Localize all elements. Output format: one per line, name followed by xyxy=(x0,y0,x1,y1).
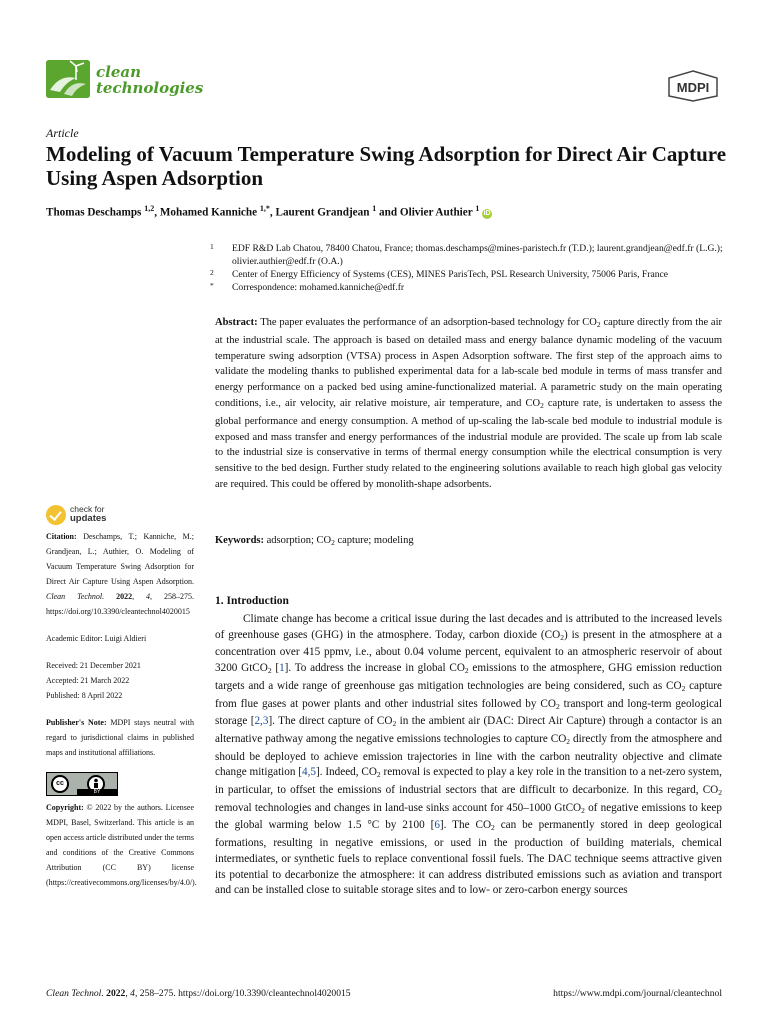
affiliation-mark: * xyxy=(210,281,214,290)
citation-label: Citation: xyxy=(46,532,77,541)
wind-turbine-icon xyxy=(46,60,90,98)
footer-volume: 4 xyxy=(130,988,135,999)
keywords-text: adsorption; CO xyxy=(264,535,332,546)
affiliation-item xyxy=(210,242,730,268)
keywords-text: capture; modeling xyxy=(334,535,414,546)
author-list xyxy=(46,204,726,219)
author-affil-mark: 1,* xyxy=(259,204,270,213)
author-name[interactable]: Olivier Authier xyxy=(399,206,473,219)
journal-logo[interactable] xyxy=(46,60,206,104)
citation-volume: 4 xyxy=(146,592,151,601)
publisher-name: MDPI xyxy=(676,80,710,95)
author-separator: and xyxy=(376,206,400,219)
check-updates-button[interactable] xyxy=(46,503,194,529)
citation-text: Deschamps, T.; Kanniche, M.; Grandjean, L.; Authier, O. Modeling of Vacuum Temperature Swing Adsorption for Direct Air Capture Using Aspen Adsorption. xyxy=(46,532,194,586)
author-affil-mark: 1,2 xyxy=(144,204,155,213)
affiliations xyxy=(210,242,730,294)
affiliation-text: EDF R&D Lab Chatou, 78400 Chatou, France; thomas.deschamps@mines-paristech.fr (T.D.); laurent.grandjean@edf.fr (L.G.); olivier.authier@edf.fr (O.A.) xyxy=(232,243,723,267)
publisher-logo[interactable] xyxy=(667,70,719,102)
reference-link[interactable]: 6 xyxy=(434,819,440,832)
affiliation-text: Center of Energy Efficiency of Systems (CES), MINES ParisTech, PSL Research University, 75006 Paris, France xyxy=(232,269,669,280)
footer-journal: Clean Technol. xyxy=(46,988,104,999)
keywords-label: Keywords: xyxy=(215,535,264,546)
publisher-note xyxy=(46,715,194,760)
author-separator: , xyxy=(154,206,160,219)
sidebar xyxy=(46,503,197,890)
abstract xyxy=(215,315,722,493)
footer-citation: Clean Technol. 2022, 4, 258–275. https://doi.org/10.3390/cleantechnol4020015 xyxy=(46,988,351,999)
abstract-text: The paper evaluates the performance of an adsorption-based technology for CO xyxy=(257,317,597,328)
section-heading: 1. Introduction xyxy=(215,595,289,607)
subscript: 2 xyxy=(540,400,544,410)
introduction-paragraph: Climate change has become a critical issue during the last decades and is attributed to the increased levels of greenhouse gases (GHG) in the atmosphere. Today, carbon dioxide $(CO_2)$ is present in the atmosphere at a concentration over 415 ppmv, i.e., about 0.04 volume percent, equivalent to an atmospheric reservoir of about 3200 GtCO$_2$ [1]. To address the increase in global $CO_2$ emissions to the atmosphere, GHG emission reduction targets and a wide range of greenhouse gas mitigation technologies are being considered, such as $CO_2$ capture from flue gases at power plants and other industrial sites followed by $CO_2$ transport and long-term geological storage [2,3]. The direct capture of $CO_2$ in the ambient air (DAC: Direct Air Capture) through a contactor is an alternative pathway among the negative emissions technologies to capture $CO_2$ directly from the atmosphere and should be deployed to achieve emission trajectories in line with the carbon neutrality objective and climate change mitigation [4,5]. Indeed, $CO_2$ removal is expected to play a key role in the transition to a net-zero system, in particular, to offset the emissions of industrial sectors that are difficult to decarbonize. In this regard, $CO_2$ removal technologies and changes in land-use sinks account for 450–1000 GtCO$_2$ of negative emissions to keep the global warming below 1.5 °C by 2100 [6]. The $CO_2$ can be permanently stored in deep geological formations, resulting in negative emissions, or used in the production of building materials, chemical intermediates, or synthetic fuels to replace conventional fossil fuels. The DAC technique seems attractive given its potential to decarbonize the atmosphere: it can address distributed emissions such as aviation and transport and can be installed close to suitable storage sites and to low- or zero-carbon energy sources xyxy=(215,613,722,897)
affiliation-item xyxy=(210,281,730,294)
publisher-note-text: MDPI stays neutral with regard to jurisdictional claims in published maps and institutional affiliations. xyxy=(46,718,194,757)
page-title: Modeling of Vacuum Temperature Swing Adsorption for Direct Air Capture Using Aspen Adsorption xyxy=(46,142,727,190)
footer-journal-url[interactable]: https://www.mdpi.com/journal/cleantechnol xyxy=(553,988,722,999)
article-type: Article xyxy=(46,126,79,140)
abstract-text: capture directly from the air at the industrial scale. The approach is based on detailed mass and energy balance dynamic modeling of the vacuum temperature swing adsorption (VTSA) process in Aspen Adsorption software. The first step of the approach aims to validate the modeling thanks to published experimental data for a lab-scale bed module in terms of mass transfer and energy performance on a packed bed using amine-functionalized material. A parametric study on the main operating conditions, i.e., air velocity, air relative moisture, air temperature, and CO xyxy=(215,317,723,409)
affiliation-mark: 1 xyxy=(210,242,214,251)
copyright xyxy=(46,800,197,890)
author-name[interactable]: Thomas Deschamps xyxy=(46,206,142,219)
by-label: BY xyxy=(77,789,117,795)
footer-year: 2022 xyxy=(106,988,126,999)
cc-icon: cc xyxy=(51,775,69,793)
author-separator: , xyxy=(269,206,276,219)
publisher-note-label: Publisher's Note: xyxy=(46,718,107,727)
journal-name: clean technologies xyxy=(96,63,204,97)
author-affil-mark: 1 xyxy=(372,204,377,213)
accepted-date: Accepted: 21 March 2022 xyxy=(46,676,130,685)
copyright-label: Copyright: xyxy=(46,803,84,812)
keywords xyxy=(215,535,722,547)
reference-link[interactable]: 2,3 xyxy=(254,715,269,728)
orcid-icon[interactable]: iD xyxy=(483,209,491,217)
author-name[interactable]: Laurent Grandjean xyxy=(275,206,370,219)
citation: Citation: Deschamps, T.; Kanniche, M.; Grandjean, L.; Authier, O. Modeling of Vacuum Temperature Swing Adsorption for Direct Air Capture Using Aspen Adsorption. Clean Technol. 2022, 4, 258–275. https://doi.org/10.3390/cleantechnol4020015 xyxy=(46,532,195,616)
footer-doi-link[interactable]: , 258–275. https://doi.org/10.3390/cleantechnol4020015 xyxy=(134,988,351,999)
published-date: Published: 8 April 2022 xyxy=(46,691,123,700)
affiliation-item xyxy=(210,268,730,281)
subscript: 2 xyxy=(331,538,335,547)
author-name[interactable]: Mohamed Kanniche xyxy=(159,206,258,219)
academic-editor: Academic Editor: Luigi Aldieri xyxy=(46,634,147,643)
abstract-text: capture rate, is undertaken to assess the global performance and energy consumption. A method of up-scaling the lab-scale bed module to industrial module is exposed and mass transfer and energy performances of the industrial module are provided. The scale up from lab scale to the industrial size is conservative in terms of thermal energy consumption while the electrical consumption is very sensitive to the bed design. Further study related to the engineering solutions available to reach high global gas velocity are required. This could be offered by monolith-shape adsorbents. xyxy=(215,397,722,490)
affiliation-text: Correspondence: mohamed.kanniche@edf.fr xyxy=(232,282,405,293)
author-affil-mark: 1 xyxy=(475,204,480,213)
check-updates-label: check for updates xyxy=(70,504,107,524)
subscript: 2 xyxy=(596,320,601,329)
copyright-text: © 2022 by the authors. Licensee MDPI, Basel, Switzerland. This article is an open access article distributed under the terms and conditions of the Creative Commons Attribution (CC BY) license (https://creativecommons.org/licenses/by/4.0/). xyxy=(46,803,197,887)
received-date: Received: 21 December 2021 xyxy=(46,661,141,670)
cc-by-license-badge[interactable] xyxy=(46,772,118,796)
checkmark-icon xyxy=(46,505,66,525)
affiliation-mark: 2 xyxy=(210,268,214,277)
citation-year: 2022 xyxy=(116,592,133,601)
citation-doi-link[interactable]: , 258–275. https://doi.org/10.3390/cleantechnol4020015 xyxy=(46,592,195,616)
reference-link[interactable]: 4,5 xyxy=(302,766,316,779)
citation-journal: Clean Technol. xyxy=(46,592,105,601)
abstract-label: Abstract: xyxy=(215,317,258,328)
reference-link[interactable]: 1 xyxy=(279,662,285,675)
